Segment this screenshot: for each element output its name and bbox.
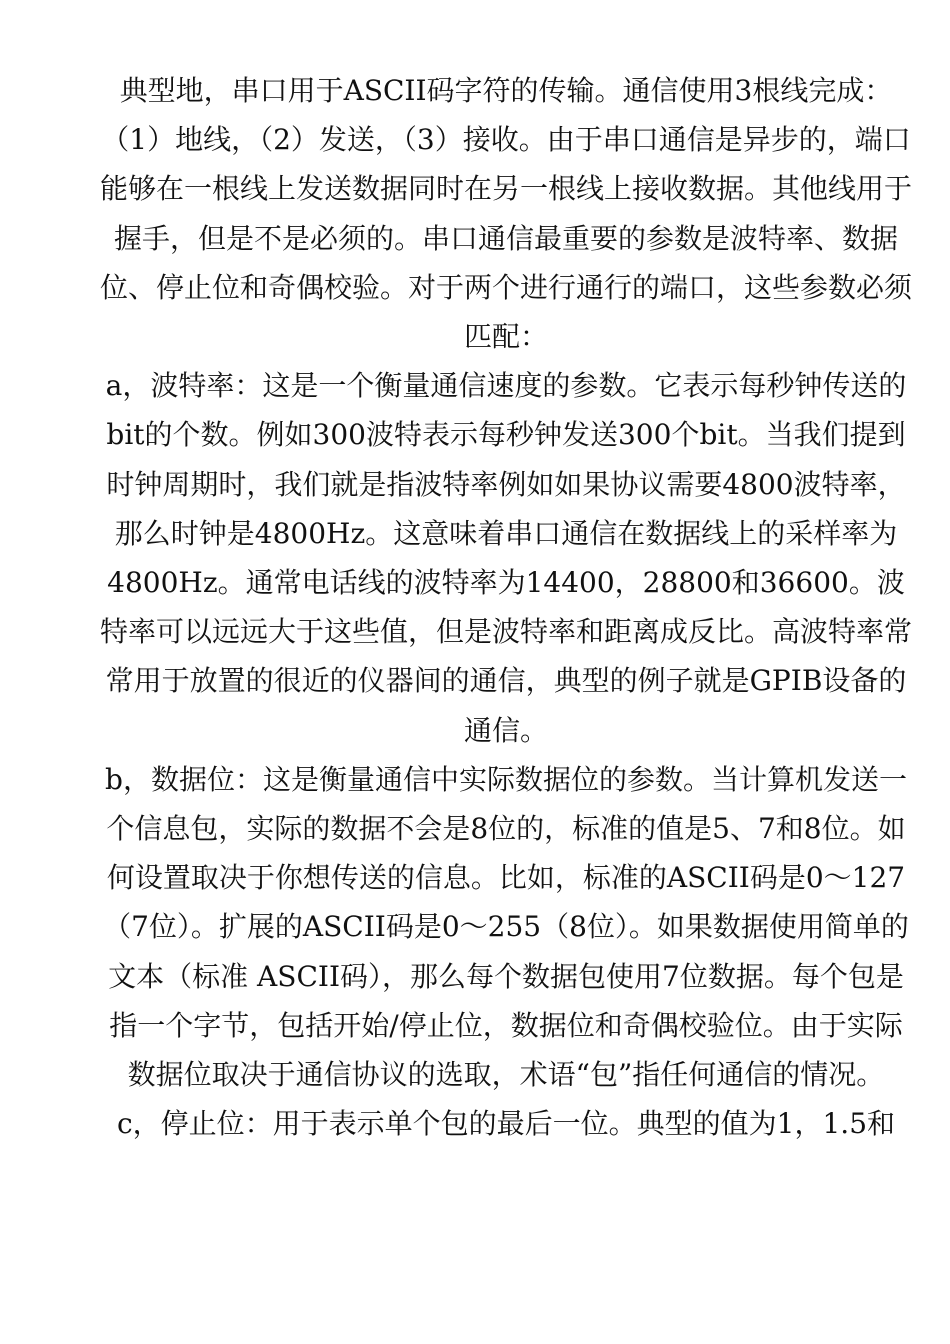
paragraph-data-bits: b，数据位：这是衡量通信中实际数据位的参数。当计算机发送一个信息包，实际的数据不会是8位的，标准的值是5、7和8位。如何设置取决于你想传送的信息。比如，标准的ASCII码是0～127（7位）。扩展的ASCII码是0～255（8位）。如果数据使用简单的文本（标准 ASCII码），那么每个数据包使用7位数据。每个包是指一个字节，包括开始/停止位，数据位和奇偶校验位。由于实际数据位取决于通信协议的选取，术语“包”指任何通信的情况。 xyxy=(103,762,909,1092)
paragraph-stop-bits: c，停止位：用于表示单个包的最后一位。典型的值为1，1.5和 xyxy=(116,1107,896,1141)
paragraph-baud-rate: a，波特率：这是一个衡量通信速度的参数。它表示每秒钟传送的bit的个数。例如300波特表示每秒钟发送300个bit。当我们提到时钟周期时，我们就是指波特率例如如果协议需要4800波特率，那么时钟是4800Hz。这意味着串口通信在数据线上的采样率为4800Hz。通常电话线的波特率为14400，28800和36600。波特率可以远远大于这些值，但是波特率和距离成反比。高波特率常常用于放置的很近的仪器间的通信，典型的例子就是GPIB设备的通信。 xyxy=(100,369,913,747)
document-body xyxy=(100,66,912,1148)
paragraph-intro: 典型地，串口用于ASCII码字符的传输。通信使用3根线完成：（1）地线，（2）发送，（3）接收。由于串口通信是异步的，端口能够在一根线上发送数据同时在另一根线上接收数据。其他线用于握手，但是不是必须的。串口通信最重要的参数是波特率、数据位、停止位和奇偶校验。对于两个进行通行的端口，这些参数必须匹配： xyxy=(100,74,913,354)
